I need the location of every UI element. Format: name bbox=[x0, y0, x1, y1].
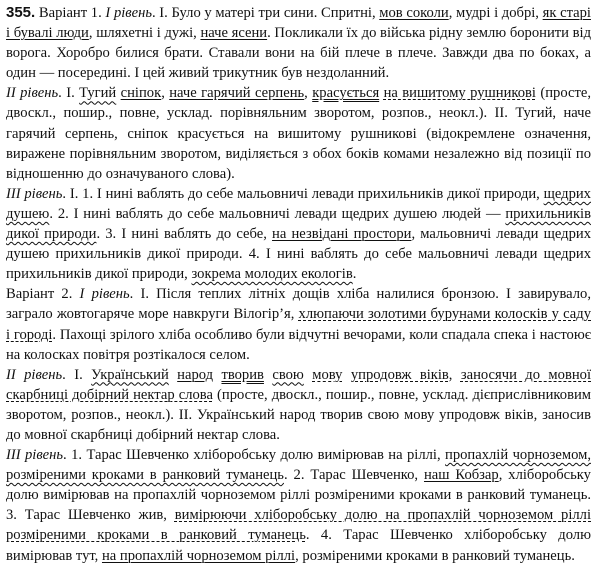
text-run: . 4. Тарас Шевченко хліборобську долю вимірював тут, bbox=[6, 527, 591, 564]
marked-phrase: красується bbox=[312, 85, 380, 102]
marked-phrase: Тугий bbox=[79, 85, 117, 102]
marked-phrase: на незвідані простори bbox=[272, 226, 412, 243]
marked-phrase: мов соколи bbox=[379, 5, 449, 21]
text-run: , хліборобську долю вимірював на пропахлій чорноземом ріллі розміреними кроками в ранковий туманець. 3. Тарас Шевченко жив, bbox=[6, 467, 591, 524]
marked-phrase: ІІІ рівень bbox=[6, 447, 64, 464]
marked-phrase: ІІ рівень bbox=[6, 366, 63, 383]
marked-phrase: свою bbox=[272, 366, 304, 383]
marked-phrase: на пропахлій чорноземом ріллі bbox=[101, 547, 296, 564]
marked-phrase: І рівень bbox=[79, 286, 130, 303]
text-run: , шляхетні і дужі, bbox=[88, 25, 201, 42]
text-run bbox=[342, 367, 350, 383]
marked-phrase: наш Кобзар bbox=[423, 467, 499, 484]
text-run: , bbox=[448, 366, 461, 383]
marked-phrase: щедрих душею bbox=[6, 185, 591, 222]
text-run: . 1. Тарас Шевченко хліборобську долю вимірював на ріллі, bbox=[63, 447, 446, 464]
text-run: . Пахощі зрілого хліба особливо були відчутні вечорами, коли спадала спека і настоює на колосках повітря розтікалося селом. bbox=[6, 326, 591, 363]
text-run bbox=[304, 367, 312, 383]
marked-phrase: мову bbox=[312, 366, 343, 383]
text-run: . І. Після теплих літніх дощів хліба налилися бронзою. І завирувало, заграло жовтогаряче море навкруги Вілогір’я, bbox=[6, 286, 591, 323]
marked-phrase: творив bbox=[221, 366, 264, 383]
exercise-number: 355. bbox=[6, 4, 36, 21]
text-run: . І. bbox=[62, 366, 92, 383]
paragraph bbox=[6, 3, 591, 83]
text-run: . 2. І нині ваблять до себе мальовничі левади щедрих душею людей — bbox=[49, 205, 506, 222]
text-run: (просте, двоскл., пошир., повне, усклад. дієприслівниковим зворотом, розпов., неокл.). ІІ. Український народ творив свою мову упродовж віків, заносив до мовної скарбниці добірний нектар слова. bbox=[6, 386, 592, 443]
text-run: , мальовничі левади щедрих душею прихильників дикої природи. 4. І нині ваблять до себе мальовничі левади щедрих прихильників дикої природи, bbox=[6, 226, 591, 283]
marked-phrase: прихильників дикої природи bbox=[6, 205, 591, 243]
text-run: . Покликали їх до війська рідну землю боронити від ворога. Хоробро билися брати. Ставали вони на бій плече в плече. Завжди два по боках, а один — посередині. І цей живий трикутник був нездоланний. bbox=[6, 25, 591, 82]
marked-phrase: І рівень bbox=[105, 5, 152, 21]
text-run: . bbox=[352, 266, 357, 283]
marked-phrase: на вишитому рушникові bbox=[383, 85, 536, 102]
marked-phrase: ІІ рівень bbox=[6, 85, 59, 102]
paragraph bbox=[6, 284, 591, 364]
text-run: , bbox=[161, 85, 170, 102]
marked-phrase: Український bbox=[91, 366, 169, 383]
text-run: , розміреними кроками в ранковий туманець. bbox=[295, 547, 575, 564]
marked-phrase: зокрема молодих екологів bbox=[191, 266, 353, 283]
paragraph bbox=[6, 445, 591, 566]
marked-phrase: народ bbox=[177, 366, 214, 383]
marked-phrase: наче ясени bbox=[200, 25, 268, 42]
text-run: (просте, двоскл., пошир., повне, усклад. порівняльним зворотом, розпов., неокл.). ІІ. Тугий, наче гарячий серпень, сніпок красується на вишитому рушникові (відокремлене означення, виражене порівняльним зворотом, виділяється з обох боків комами незалежно від позиції по відношенню до означуваного слова). bbox=[6, 85, 591, 182]
text-run: Варіант 2. bbox=[6, 286, 80, 303]
marked-phrase: хлюпаючи золотими бурунами колосків у саду і городі bbox=[6, 306, 591, 343]
text-run bbox=[169, 367, 177, 383]
marked-phrase: наче гарячий серпень bbox=[169, 85, 305, 102]
marked-phrase: упродовж віків bbox=[350, 366, 449, 383]
text-run: , bbox=[304, 85, 313, 102]
text-run: . І. 1. І нині ваблять до себе мальовничі левади прихильників дикої природи, bbox=[62, 185, 544, 202]
text-run: Варіант 1. bbox=[38, 5, 106, 21]
paragraph bbox=[6, 83, 591, 183]
text-run: , мудрі і добрі, bbox=[448, 5, 543, 21]
text-run: . І. bbox=[58, 85, 80, 102]
text-run: . І. Було у матері три сини. Спритні, bbox=[151, 5, 380, 21]
text-run: . 2. Тарас Шевченко, bbox=[283, 467, 424, 484]
marked-phrase: заносячи до мовної скарбниці добірний нектар слова bbox=[6, 366, 591, 403]
marked-phrase: як старі і бувалі люди bbox=[6, 5, 591, 42]
paragraph bbox=[6, 365, 591, 445]
paragraph bbox=[6, 184, 591, 284]
text-run: . 3. І нині ваблять до себе, bbox=[96, 226, 273, 243]
marked-phrase: вимірюючи хліборобську долю на пропахлій чорноземом ріллі розміреними кроками в ранковий туманець bbox=[6, 507, 591, 544]
marked-phrase: ІІІ рівень bbox=[6, 185, 63, 202]
marked-phrase: сніпок bbox=[120, 85, 162, 102]
marked-phrase: пропахлій чорноземом, розміреними кроками в ранковий туманець bbox=[6, 447, 591, 484]
